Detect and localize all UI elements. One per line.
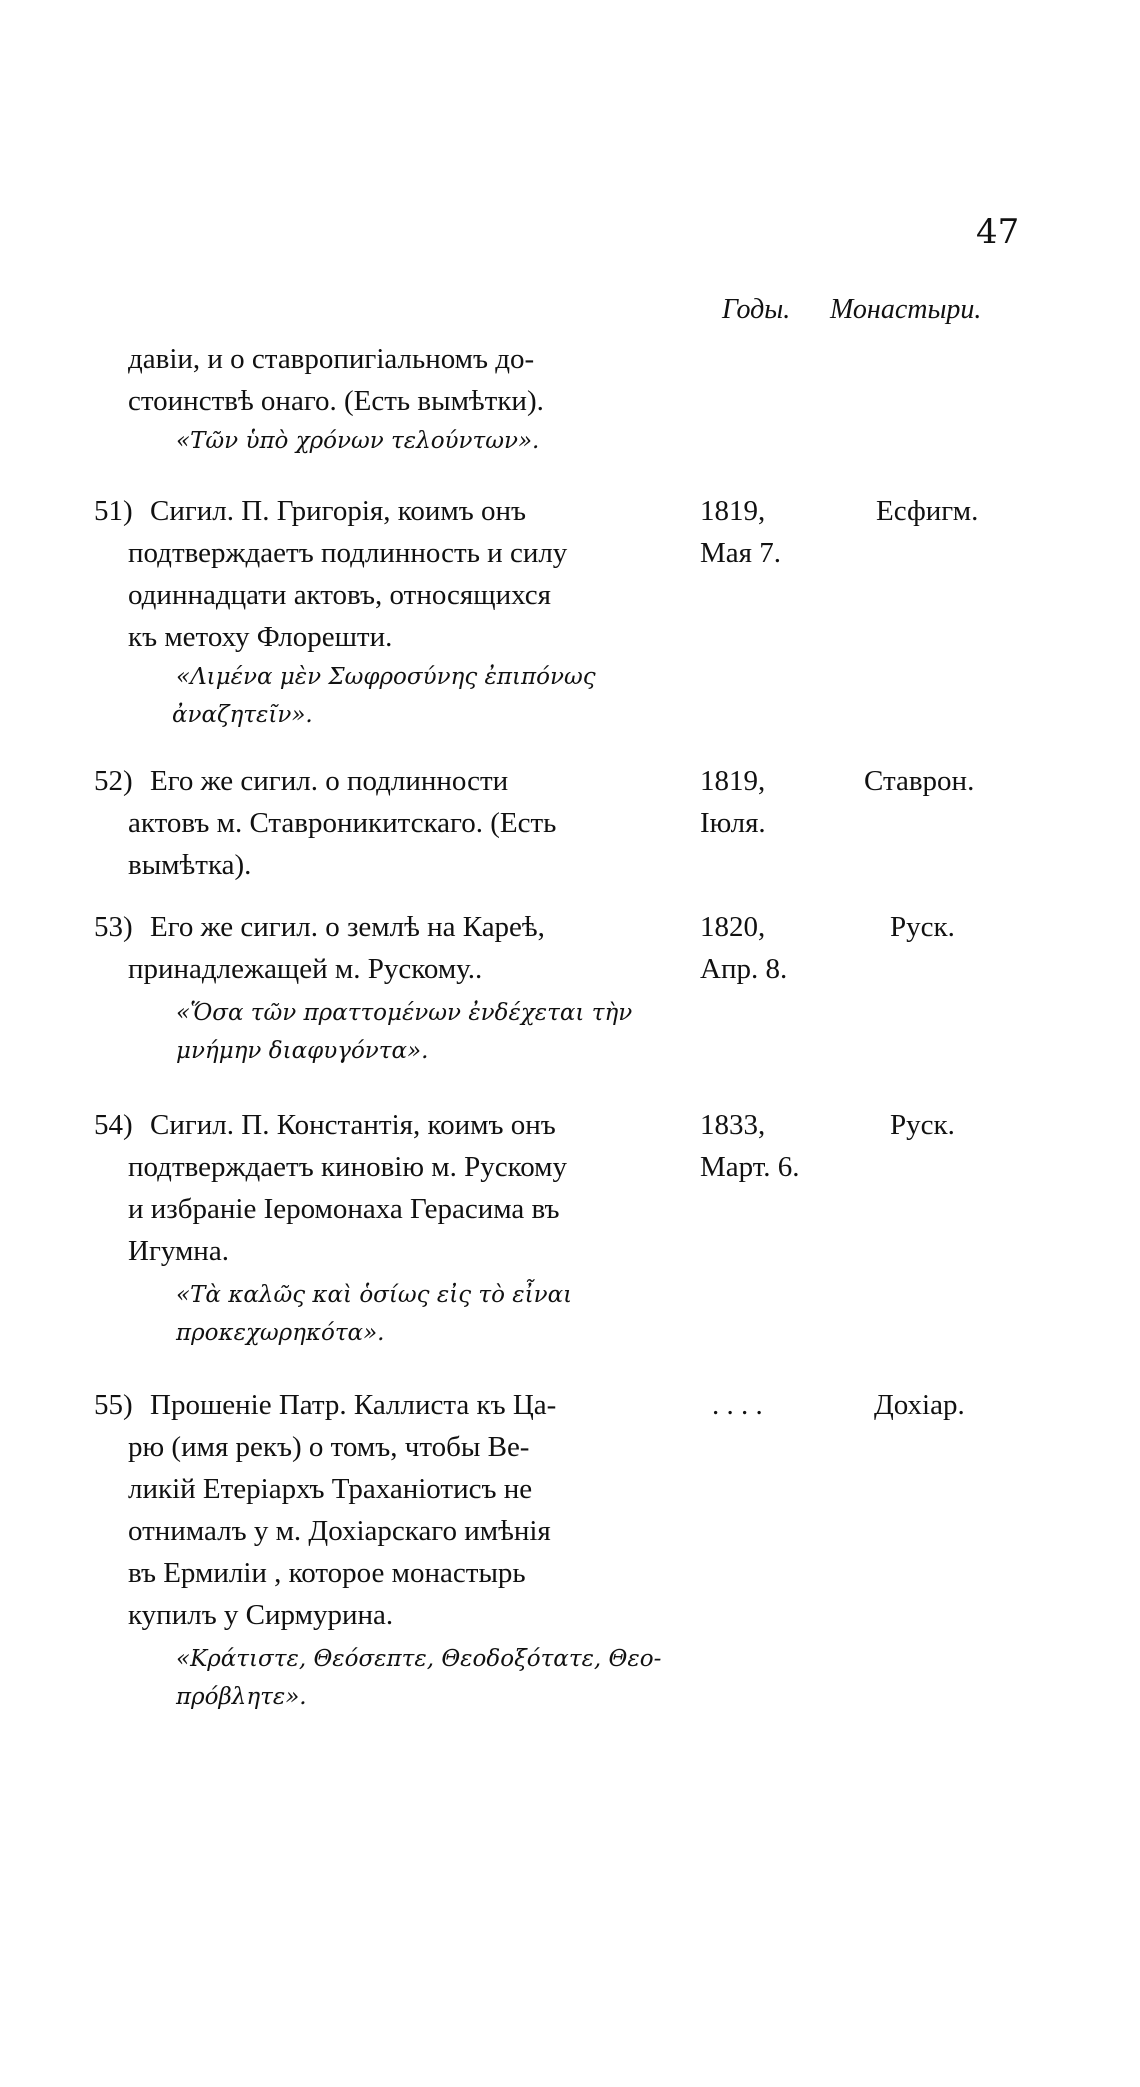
entry-line: Сигил. П. Григорія, коимъ онъ bbox=[150, 495, 526, 527]
entry-line: вымѣтка). bbox=[128, 849, 252, 881]
entry-54 bbox=[94, 1104, 676, 1352]
page-number: 47 bbox=[976, 212, 1020, 252]
entry-line: купилъ у Сирмурина. bbox=[128, 1599, 394, 1631]
entry-year: 1819, bbox=[700, 765, 766, 797]
entry-line: рю (имя рекъ) о томъ, чтобы Ве- bbox=[128, 1431, 530, 1463]
greek-incipit-line: «Λιμένα μὲν Σωφροσύνης ἐπιπόνως bbox=[176, 664, 596, 690]
entry-line: подтверждаетъ киновію м. Рускому bbox=[128, 1151, 568, 1183]
entry-monastery: Дохіар. bbox=[874, 1389, 965, 1421]
carryover-line: стоинствѣ онаго. (Есть вымѣтки). bbox=[128, 385, 544, 417]
entry-number: 55) bbox=[94, 1389, 133, 1421]
entry-53 bbox=[94, 906, 676, 1070]
greek-incipit bbox=[176, 1276, 676, 1352]
entry-line: Игумна. bbox=[128, 1235, 229, 1267]
entry-line: отнималъ у м. Дохіарскаго имѣнія bbox=[128, 1515, 551, 1547]
greek-incipit bbox=[176, 1640, 676, 1716]
entry-line: актовъ м. Ставроникитскаго. (Есть bbox=[128, 807, 557, 839]
greek-incipit-line: ἀναζητεῖν». bbox=[172, 702, 313, 728]
greek-incipit-line: πρόβλητε». bbox=[176, 1684, 307, 1710]
entry-date: Апр. 8. bbox=[700, 953, 788, 985]
entry-date: Мая 7. bbox=[700, 537, 781, 569]
column-header-monasteries: Монастыри. bbox=[830, 294, 982, 325]
entry-line: одиннадцати актовъ, относящихся bbox=[128, 579, 551, 611]
carryover-entry bbox=[94, 338, 676, 460]
entry-line: подтверждаетъ подлинность и силу bbox=[128, 537, 568, 569]
entry-year: 1819, bbox=[700, 495, 766, 527]
entry-line: Сигил. П. Константія, коимъ онъ bbox=[150, 1109, 556, 1141]
greek-incipit-line: προκεχωρηκότα». bbox=[176, 1320, 385, 1346]
entry-line: Его же сигил. о подлинности bbox=[150, 765, 509, 797]
greek-incipit-line: μνήμην διαφυγόντα». bbox=[176, 1038, 429, 1064]
entry-line: Прошеніе Патр. Каллиста къ Ца- bbox=[150, 1389, 557, 1421]
column-header-years: Годы. bbox=[722, 294, 791, 325]
entry-line: въ Ермиліи , которое монастырь bbox=[128, 1557, 526, 1589]
entry-52 bbox=[94, 760, 674, 886]
entry-year: 1820, bbox=[700, 911, 766, 943]
entry-date: Іюля. bbox=[700, 807, 766, 839]
entry-line: Его же сигил. о землѣ на Кареѣ, bbox=[150, 911, 545, 943]
entry-monastery: Ставрон. bbox=[864, 765, 975, 797]
greek-incipit bbox=[176, 994, 676, 1070]
entry-monastery: Руск. bbox=[890, 1109, 955, 1141]
entry-number: 53) bbox=[94, 911, 133, 943]
entry-year: 1833, bbox=[700, 1109, 766, 1141]
greek-incipit bbox=[172, 658, 676, 734]
greek-incipit-line: «Τὰ καλῶς καὶ ὁσίως εἰς τὸ εἶναι bbox=[176, 1282, 573, 1308]
entry-monastery: Руск. bbox=[890, 911, 955, 943]
entry-line: къ метоху Флорешти. bbox=[128, 621, 393, 653]
entry-51 bbox=[94, 490, 676, 734]
entry-line: ликій Етеріархъ Траханіотисъ не bbox=[128, 1473, 533, 1505]
entry-line: принадлежащей м. Рускому.. bbox=[128, 953, 483, 985]
greek-incipit-line: «Ὅσα τῶν πραττομένων ἐνδέχεται τὴν bbox=[176, 1000, 633, 1026]
greek-incipit-line: «Κράτιστε, Θεόσεπτε, Θεοδοξότατε, Θεο- bbox=[176, 1646, 662, 1672]
entry-year: . . . . bbox=[712, 1389, 763, 1421]
entry-number: 54) bbox=[94, 1109, 133, 1141]
entry-55 bbox=[94, 1384, 676, 1716]
entry-monastery: Есфигм. bbox=[876, 495, 979, 527]
entry-number: 51) bbox=[94, 495, 133, 527]
entry-date: Март. 6. bbox=[700, 1151, 800, 1183]
greek-incipit: «Τῶν ὑπὸ χρόνων τελούντων». bbox=[176, 428, 540, 454]
entry-line: и избраніе Іеромонаха Герасима въ bbox=[128, 1193, 560, 1225]
entry-number: 52) bbox=[94, 765, 133, 797]
carryover-line: давіи, и о ставропигіальномъ до- bbox=[128, 343, 535, 375]
